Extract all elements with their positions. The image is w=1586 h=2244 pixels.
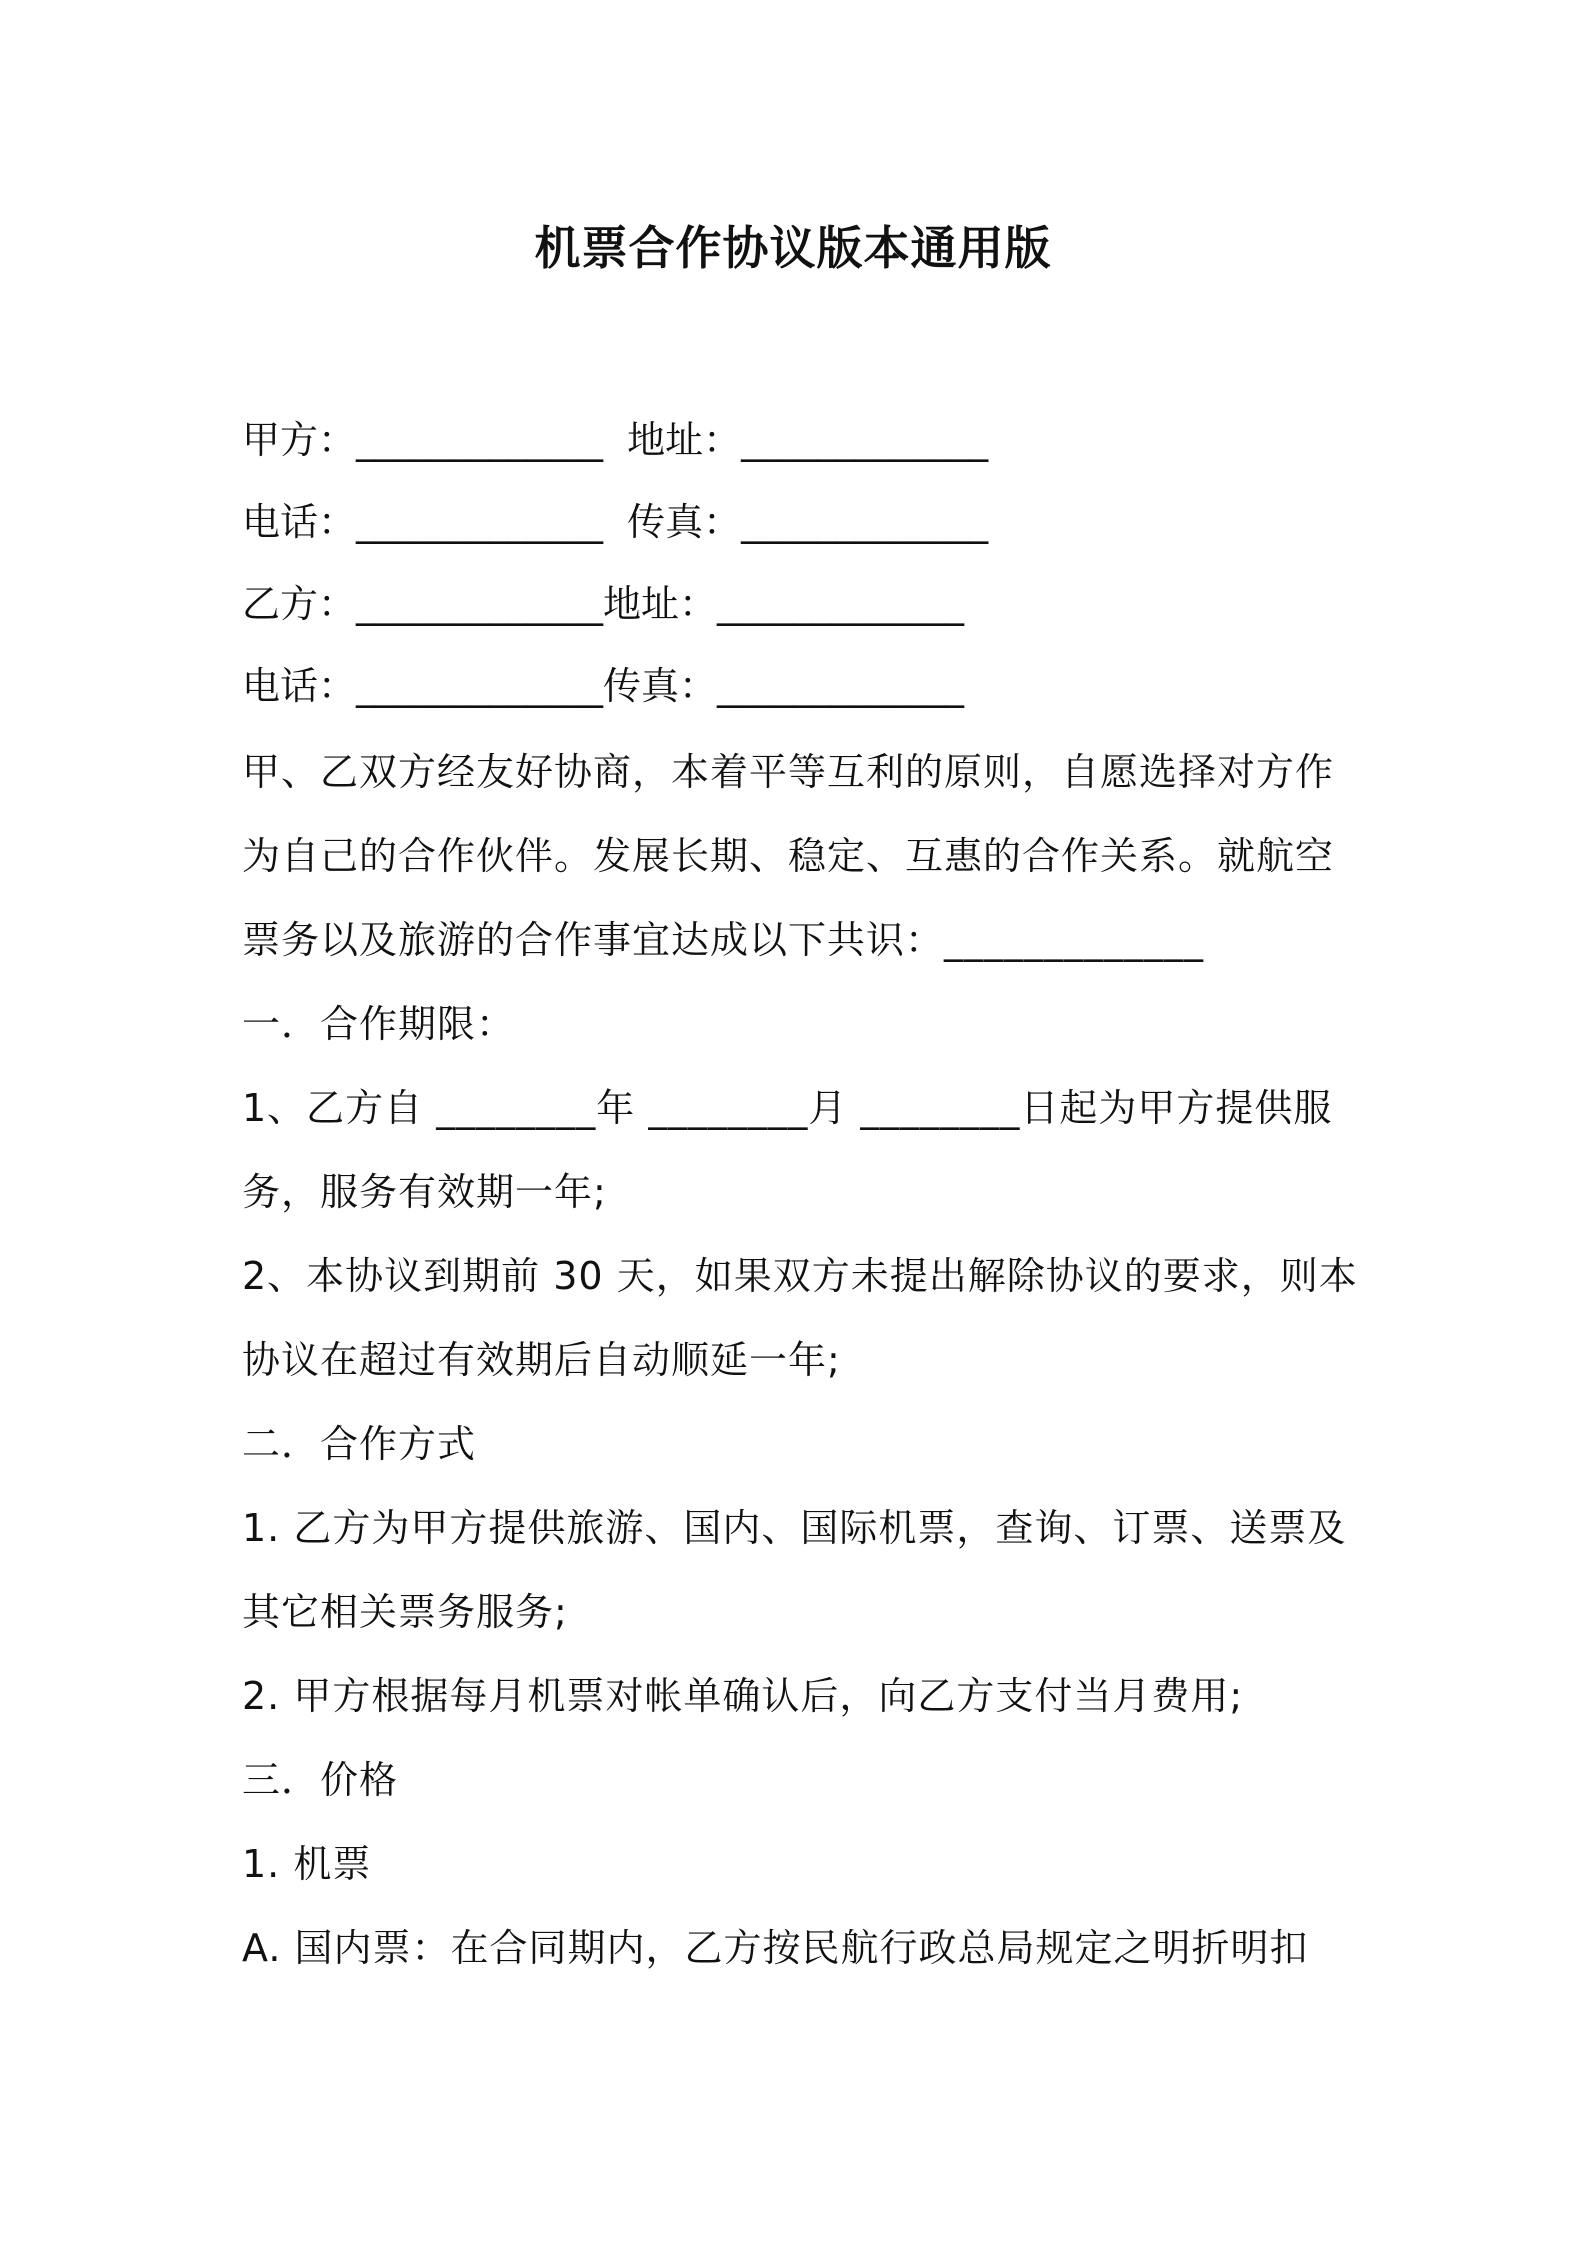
price-domestic-ticket: A. 国内票：在合同期内，乙方按民航行政总局规定之明折明扣 [242,1926,1309,1970]
section-heading-term: 一．合作期限： [242,1002,516,1046]
cooperation-clause-2: 2. 甲方根据每月机票对帐单确认后，向乙方支付当月费用; [242,1674,1244,1718]
cooperation-clause-1: 1. 乙方为甲方提供旅游、国内、国际机票，查询、订票、送票及其它相关票务服务; [242,1506,1347,1634]
intro-paragraph: 甲、乙双方经友好协商，本着平等互利的原则，自愿选择对方作为自己的合作伙伴。发展长期、稳定、互惠的合作关系。就航空票务以及旅游的合作事宜达成以下共识：_____________ [242,750,1335,962]
party-a-line: 甲方：_____________ 地址：_____________ [242,418,989,462]
section-heading-cooperation: 二．合作方式 [242,1422,477,1466]
term-clause-2: 2、本协议到期前 30 天，如果双方未提出解除协议的要求，则本协议在超过有效期后自动顺延一年; [242,1254,1358,1382]
party-b-contact-line: 电话：_____________传真：_____________ [242,664,965,708]
price-item-ticket: 1. 机票 [242,1842,372,1886]
document-title: 机票合作协议版本通用版 [534,221,1052,275]
party-a-contact-line: 电话：_____________ 传真：_____________ [242,500,989,544]
section-heading-price: 三．价格 [242,1758,399,1802]
party-b-line: 乙方：_____________地址：_____________ [242,582,965,626]
term-clause-1: 1、乙方自 ________年 ________月 ________日起为甲方提供服务，服务有效期一年; [242,1086,1333,1214]
